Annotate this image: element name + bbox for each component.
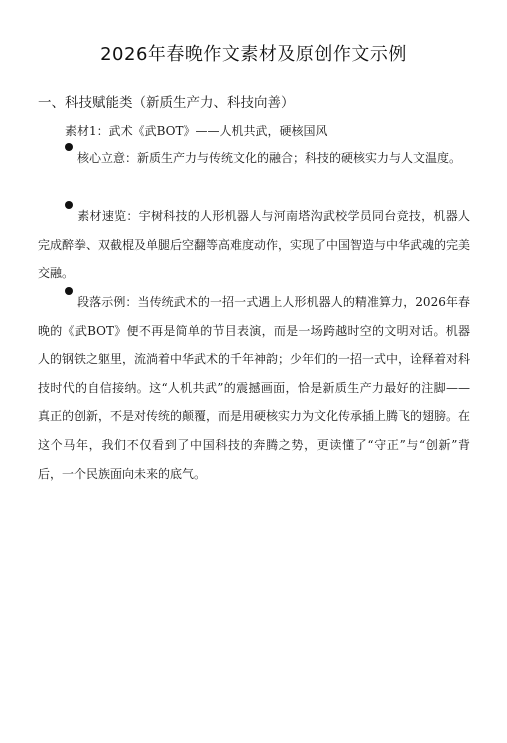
section-heading: 一、科技赋能类（新质生产力、科技向善） <box>38 95 295 111</box>
bullet-icon <box>65 295 76 306</box>
material-overview-text: 宇树科技的人形机器人与河南塔沟武校学员同台竞技，机器人完成醉拳、双截棍及单腿后空翻等高难度动作，实现了中国智造与中华武魂的完美交融。 <box>38 209 471 281</box>
core-idea-text: 新质生产力与传统文化的融合；科技的硬核实力与人文温度。 <box>137 151 462 165</box>
material-heading: 素材1：武术《武BOT》——人机共武，硬核国风 <box>65 124 328 138</box>
document-title: 2026年春晚作文素材及原创作文示例 <box>100 44 407 65</box>
example-paragraph <box>38 288 470 488</box>
bullet-icon <box>65 151 76 162</box>
core-idea-paragraph <box>38 144 470 173</box>
bullet-icon <box>65 209 76 220</box>
material-overview-paragraph <box>38 202 470 288</box>
core-idea-label: 核心立意： <box>77 151 138 165</box>
example-label: 段落示例： <box>77 295 138 309</box>
material-overview-label: 素材速览： <box>77 209 139 223</box>
example-text: 当传统武术的一招一式遇上人形机器人的精准算力，2026年春晚的《武BOT》便不再是简单的节目表演，而是一场跨越时空的文明对话。机器人的钢铁之躯里，流淌着中华武术的千年神韵；少年们的一招一式中，诠释着对科技时代的自信接纳。这“人机共武”的震撼画面，恰是新质生产力最好的注脚——真正的创新，不是对传统的颠覆，而是用硬核实力为文化传承插上腾飞的翅膀。在这个马年，我们不仅看到了中国科技的奔腾之势，更读懂了“守正”与“创新”背后，一个民族面向未来的底气。 <box>38 295 471 481</box>
